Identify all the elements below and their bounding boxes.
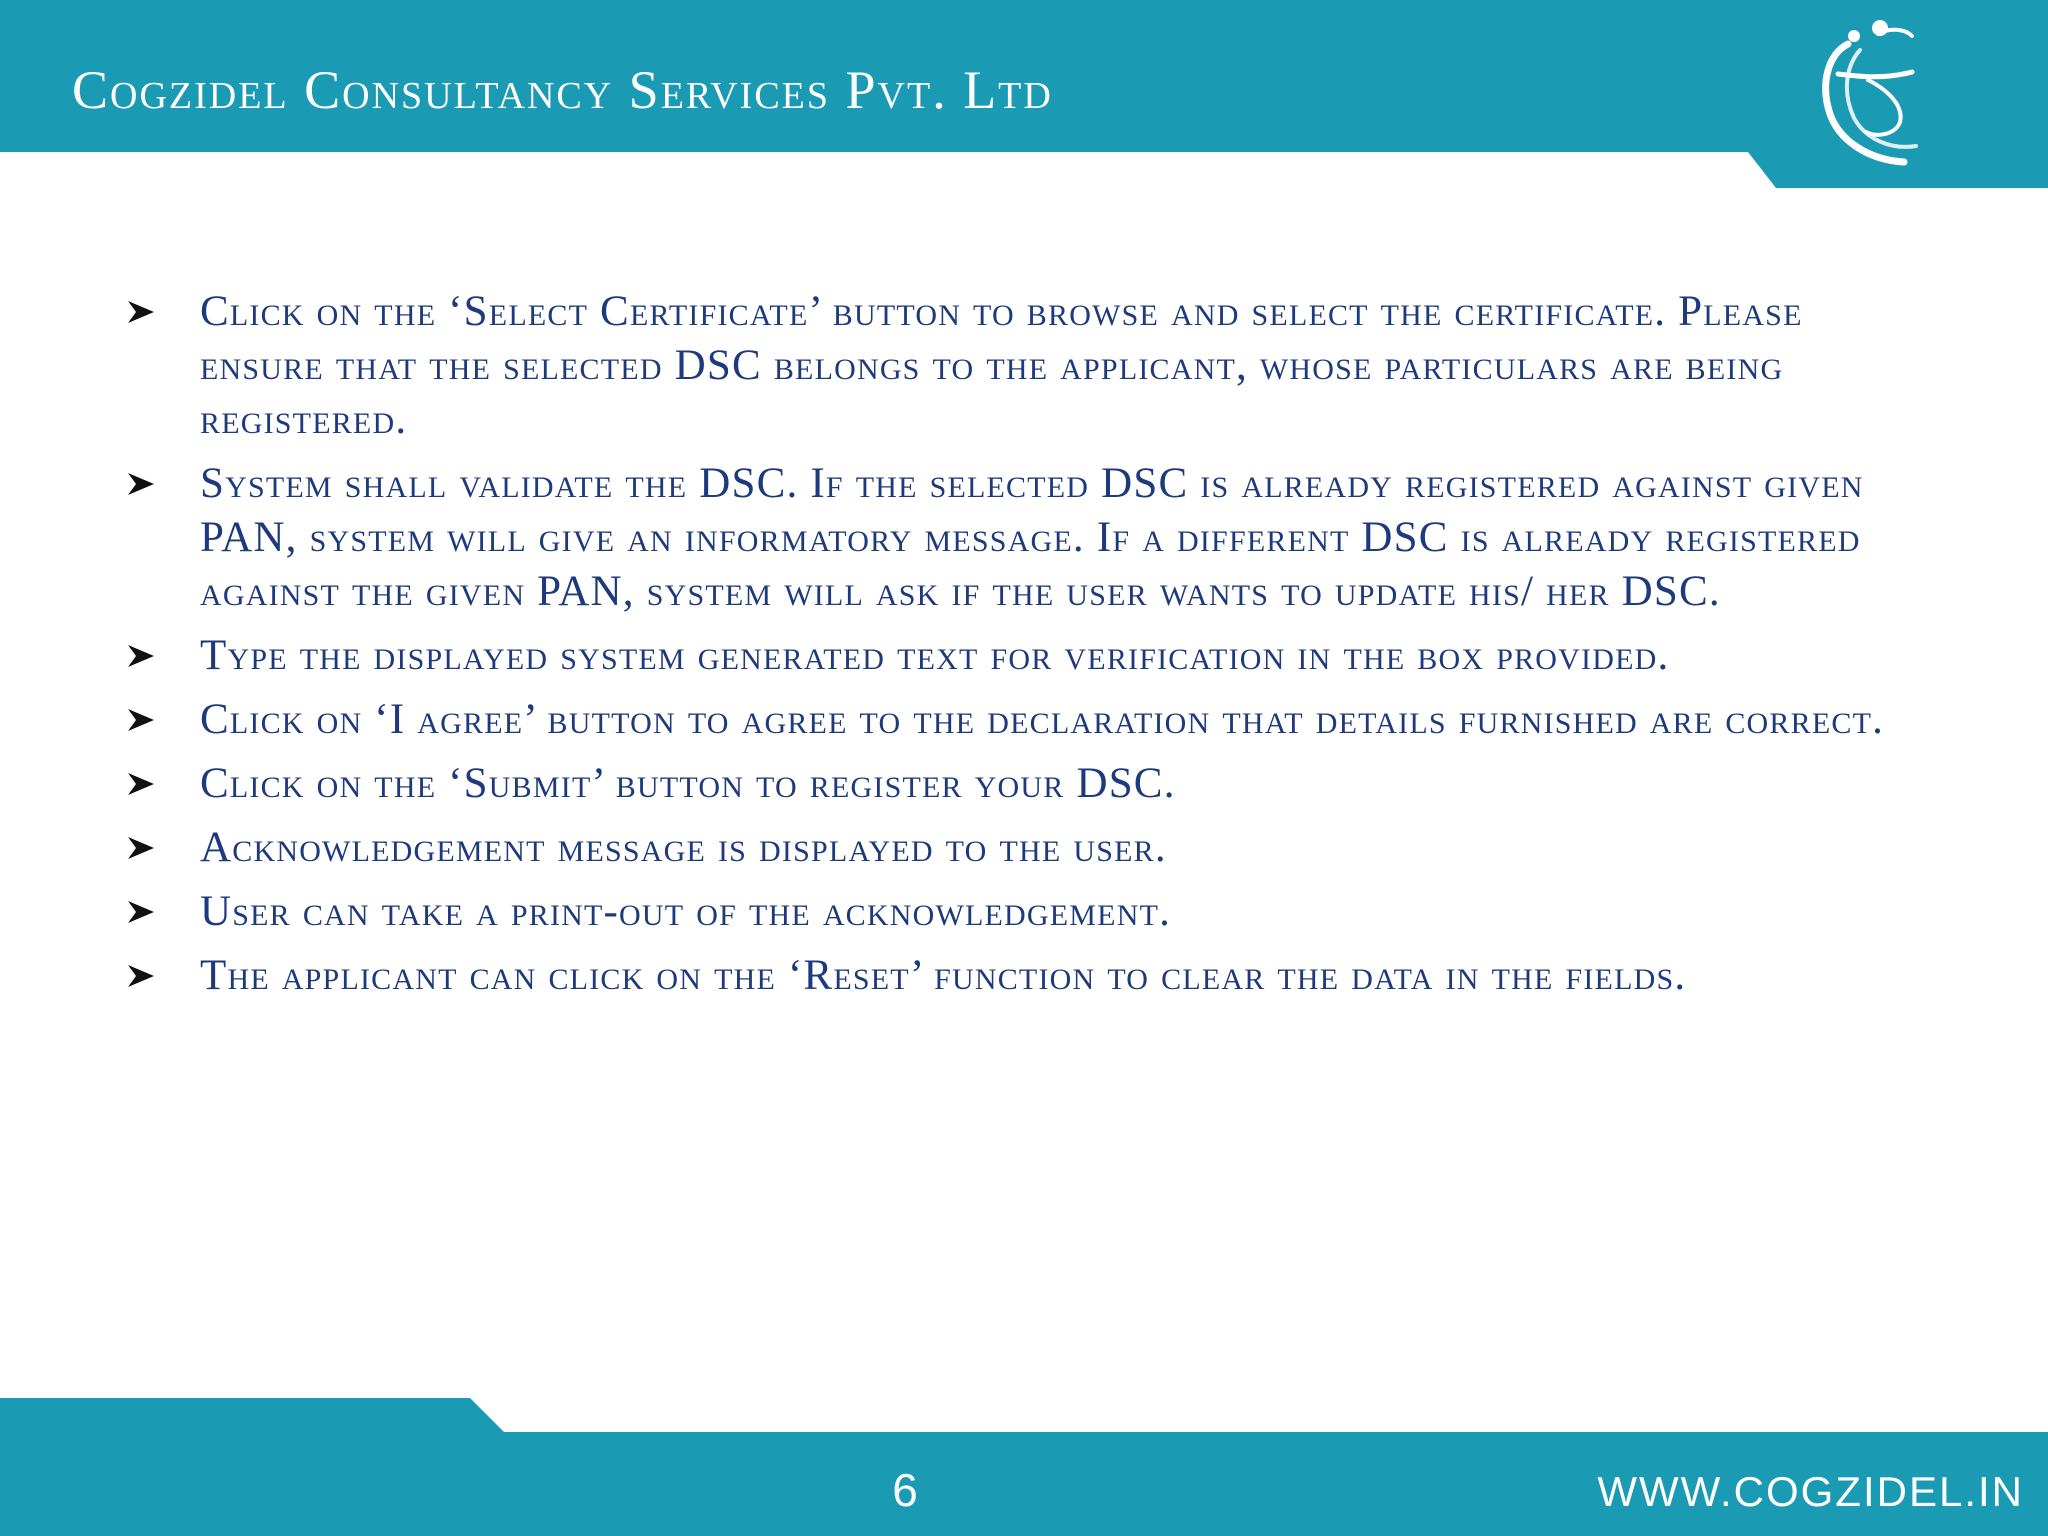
bullet-text: The applicant can click on the ‘Reset’ function to clear the data in the fields.: [200, 952, 1687, 999]
header-band: [0, 0, 2048, 188]
bullet-text: Click on the ‘Select Certificate’ button to browse and select the certificate. Please ensure that the selected DSC belongs to the applicant, whose particulars are being registered.: [200, 288, 1803, 443]
arrowhead-bullet-icon: [120, 885, 200, 939]
list-item: [120, 949, 1890, 1003]
arrowhead-bullet-icon: [120, 629, 200, 683]
list-item: [120, 693, 1890, 747]
bullet-text: User can take a print-out of the acknowledgement.: [200, 888, 1172, 935]
arrowhead-bullet-icon: [120, 285, 200, 339]
bullet-text: Acknowledgement message is displayed to the user.: [200, 824, 1167, 871]
arrowhead-bullet-icon: [120, 757, 200, 811]
arrowhead-bullet-icon: [120, 821, 200, 875]
bullet-text: Type the displayed system generated text for verification in the box provided.: [200, 632, 1670, 679]
bullet-text: Click on the ‘Submit’ button to register your DSC.: [200, 760, 1176, 807]
bullet-list: [120, 285, 1890, 1013]
list-item: [120, 457, 1890, 619]
website-link[interactable]: WWW.COGZIDEL.IN: [1597, 1468, 2024, 1515]
arrowhead-bullet-icon: [120, 457, 200, 511]
page-number: 6: [892, 1464, 918, 1516]
list-item: [120, 885, 1890, 939]
arrowhead-bullet-icon: [120, 693, 200, 747]
list-item: [120, 821, 1890, 875]
bullet-text: Click on ‘I agree’ button to agree to the declaration that details furnished are correct.: [200, 696, 1885, 743]
cogzidel-logo-icon: [1808, 14, 1938, 174]
list-item: [120, 629, 1890, 683]
list-item: [120, 757, 1890, 811]
list-item: [120, 285, 1890, 447]
company-title: Cogzidel Consultancy Services Pvt. Ltd: [72, 60, 1053, 120]
bullet-text: System shall validate the DSC. If the selected DSC is already registered against given PAN, system will give an informatory message. If a different DSC is already registered against the given PAN, system will ask if the user wants to update his/ her DSC.: [200, 460, 1864, 615]
arrowhead-bullet-icon: [120, 949, 200, 1003]
